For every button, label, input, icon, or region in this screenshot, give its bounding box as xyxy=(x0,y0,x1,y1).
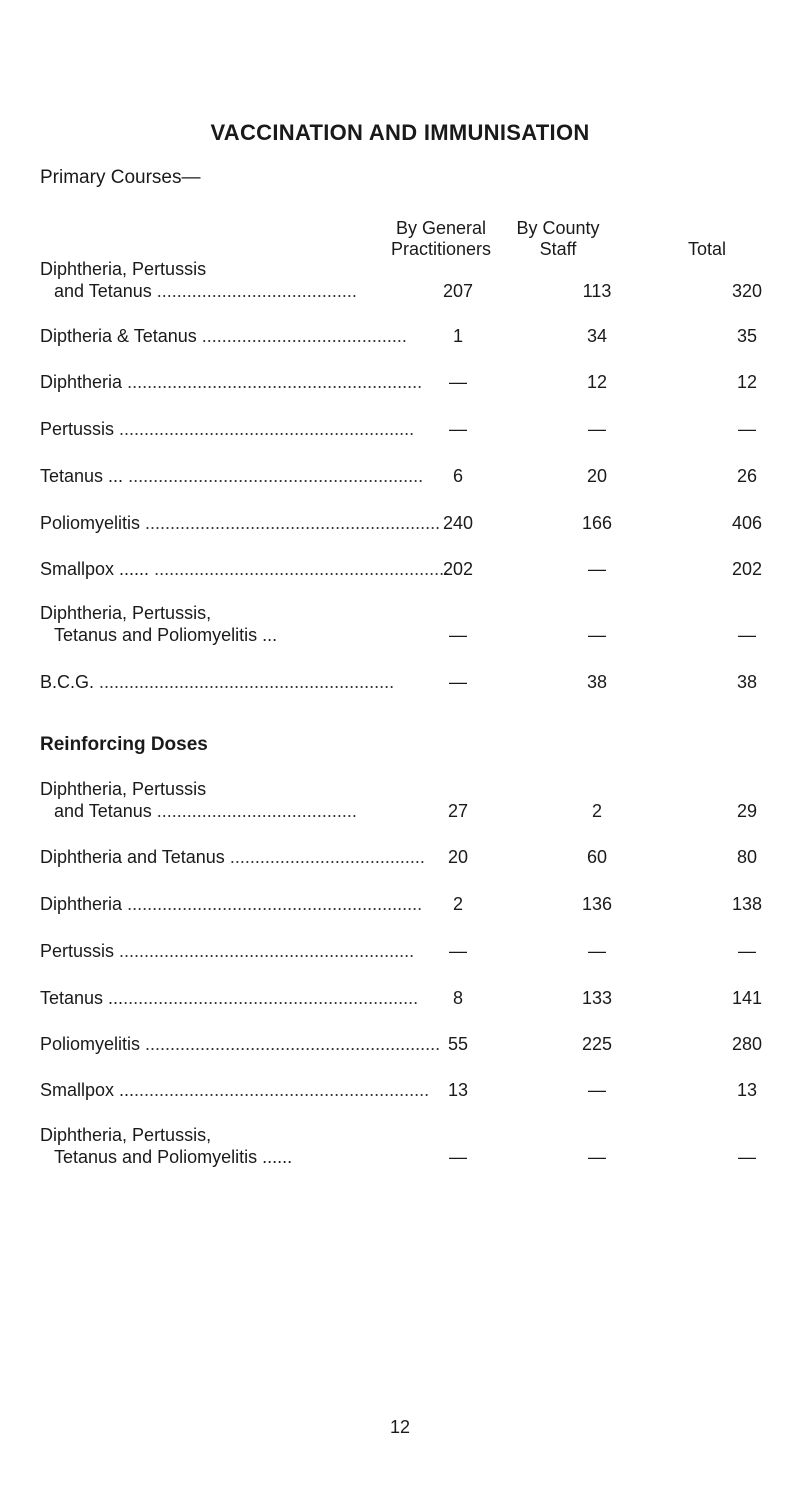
cell-gp: — xyxy=(449,1147,467,1167)
row-label: Diphtheria and Tetanus xyxy=(40,847,225,867)
cell-total: 202 xyxy=(731,559,763,579)
row-label: Diphtheria xyxy=(40,894,123,914)
cell-total: 26 xyxy=(736,466,758,486)
cell-county: 2 xyxy=(591,801,602,821)
cell-total: — xyxy=(738,1147,756,1167)
cell-county: 136 xyxy=(581,894,613,914)
row-label: Diphtheria, Pertussis xyxy=(40,779,207,799)
cell-total: 13 xyxy=(736,1080,758,1100)
header-gp: By General Practitioners xyxy=(390,218,492,259)
cell-gp: 20 xyxy=(447,847,469,867)
cell-county: 166 xyxy=(581,513,613,533)
primary-courses-heading: Primary Courses— xyxy=(40,167,201,188)
cell-county: 113 xyxy=(582,281,612,301)
row-label: Tetanus ... xyxy=(40,988,124,1008)
cell-total: 138 xyxy=(731,894,763,914)
row-label: Poliomyelitis xyxy=(40,1034,141,1054)
cell-county: 225 xyxy=(581,1034,613,1054)
cell-gp: — xyxy=(449,419,467,439)
row-label: Diphtheria, Pertussis xyxy=(40,259,207,279)
cell-total: 280 xyxy=(731,1034,763,1054)
cell-total: — xyxy=(738,625,756,645)
cell-total: 141 xyxy=(731,988,763,1008)
cell-gp: 207 xyxy=(442,281,474,301)
cell-county: — xyxy=(588,941,606,961)
row-label: Pertussis xyxy=(40,419,115,439)
cell-county: — xyxy=(588,1080,606,1100)
row-label: Poliomyelitis xyxy=(40,513,141,533)
cell-county: — xyxy=(588,559,606,579)
cell-gp: — xyxy=(449,372,467,392)
cell-gp: 13 xyxy=(447,1080,469,1100)
row-label: Smallpox ...... xyxy=(40,559,150,579)
row-label: Tetanus ... xyxy=(40,466,124,486)
cell-total: — xyxy=(738,419,756,439)
cell-total: 12 xyxy=(736,372,758,392)
cell-gp: — xyxy=(449,941,467,961)
header-county: By County Staff xyxy=(516,218,600,259)
cell-total: 29 xyxy=(736,801,758,821)
cell-county: 38 xyxy=(586,672,608,692)
cell-gp: 8 xyxy=(452,988,463,1008)
cell-total: 320 xyxy=(731,281,763,301)
cell-gp: 55 xyxy=(447,1034,469,1054)
cell-county: — xyxy=(588,419,606,439)
row-label: Pertussis xyxy=(40,941,115,961)
cell-gp: 202 xyxy=(442,559,474,579)
row-label: Diphtheria, Pertussis, xyxy=(40,1125,212,1145)
row-label-cont: and Tetanus xyxy=(54,801,152,821)
cell-county: 34 xyxy=(586,326,608,346)
cell-total: 35 xyxy=(736,326,758,346)
cell-total: 80 xyxy=(736,847,758,867)
row-label: Smallpox ... xyxy=(40,1080,135,1100)
cell-total: 38 xyxy=(736,672,758,692)
cell-gp: 6 xyxy=(452,466,463,486)
cell-total: 406 xyxy=(731,513,763,533)
cell-county: — xyxy=(588,1147,606,1167)
cell-total: — xyxy=(738,941,756,961)
cell-county: — xyxy=(588,625,606,645)
reinforcing-heading: Reinforcing Doses xyxy=(40,734,208,755)
cell-county: 12 xyxy=(586,372,608,392)
cell-county: 133 xyxy=(581,988,613,1008)
row-label-cont: Tetanus and Poliomyelitis ...... xyxy=(54,1147,293,1167)
row-label: Diptheria & Tetanus xyxy=(40,326,197,346)
cell-gp: 1 xyxy=(452,326,463,346)
cell-county: 60 xyxy=(586,847,608,867)
page-title: VACCINATION AND IMMUNISATION xyxy=(210,120,590,145)
row-label-cont: Tetanus and Poliomyelitis ... xyxy=(54,625,278,645)
row-label: Diphtheria xyxy=(40,372,123,392)
row-label: B.C.G. xyxy=(40,672,95,692)
cell-gp: 240 xyxy=(442,513,474,533)
row-label-cont: and Tetanus xyxy=(54,281,152,301)
row-label: Diphtheria, Pertussis, xyxy=(40,603,212,623)
header-total: Total xyxy=(687,239,727,259)
page-number: 12 xyxy=(389,1417,411,1437)
cell-gp: 2 xyxy=(452,894,463,914)
cell-county: 20 xyxy=(586,466,608,486)
cell-gp: — xyxy=(449,625,467,645)
cell-gp: 27 xyxy=(447,801,469,821)
cell-gp: — xyxy=(449,672,467,692)
